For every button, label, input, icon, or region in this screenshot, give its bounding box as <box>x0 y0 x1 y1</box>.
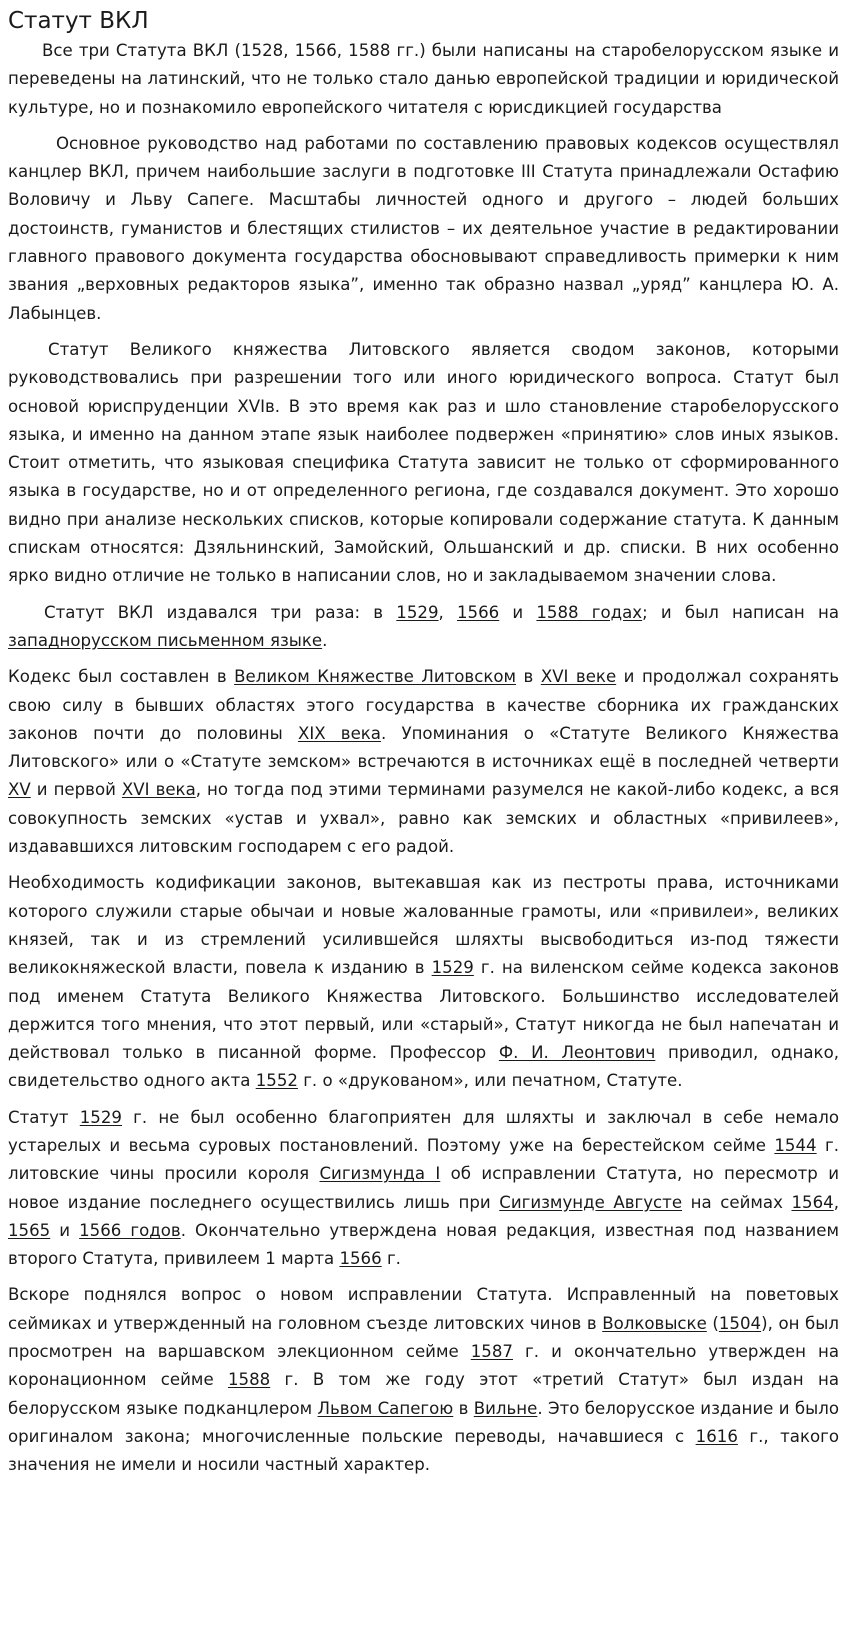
link-1564[interactable]: 1564 <box>791 1192 834 1212</box>
link-lev-sapega[interactable]: Львом Сапегою <box>317 1398 454 1418</box>
text-span: Статут ВКЛ издавался три раза: в <box>44 602 397 622</box>
text-span: г. о «друкованом», или печатном, Статуте. <box>297 1071 683 1091</box>
text-span: на сеймах <box>682 1192 792 1212</box>
link-16th-century-2[interactable]: XVI века <box>121 780 196 800</box>
text-span: в <box>516 667 541 687</box>
text-span: Статут <box>8 1107 80 1127</box>
paragraph-editions <box>8 599 839 656</box>
link-1566[interactable]: 1566 <box>456 602 500 622</box>
link-leontovich[interactable]: Ф. И. Леонтович <box>498 1043 656 1063</box>
paragraph-codex <box>8 663 839 861</box>
link-1552[interactable]: 1552 <box>255 1071 298 1091</box>
text-span: г., такого значения не имели и носили частный характер. <box>8 1426 839 1475</box>
paragraph-third-statute <box>8 1281 839 1479</box>
text-span: г. В том же году этот «третий Статут» был издан на белорусском языке подканцлером <box>8 1370 840 1418</box>
link-1587[interactable]: 1587 <box>470 1342 513 1362</box>
link-1588-years[interactable]: 1588 годах <box>536 602 643 622</box>
text-span: . Это белорусское издание и было оригиналом закона; многочисленные польские переводы, начавшиеся с <box>8 1398 839 1446</box>
link-1588[interactable]: 1588 <box>227 1370 271 1390</box>
link-1529[interactable]: 1529 <box>431 958 474 978</box>
link-1566[interactable]: 1566 <box>339 1249 382 1269</box>
link-1544[interactable]: 1544 <box>774 1135 817 1155</box>
text-span: ; и был написан на <box>642 602 839 622</box>
text-span: приводил, однако, свидетельство одного акта <box>8 1043 839 1091</box>
text-span: , <box>833 1192 839 1212</box>
paragraph-editors: Основное руководство над работами по составлению правовых кодексов осуществлял канцлер ВКЛ, причем наибольшие заслуги в подготовке III Статута принадлежали Остафию Воловичу и Льву Сапеге. Масштабы личностей одного и другого – людей больших достоинств, гуманистов и блестящих стилистов – их деятельное участие в редактировании главного правового документа государства обосновывают справедливость примерки к ним звания „верховных редакторов языка”, именно так образно назвал „уряд” канцлера Ю. А. Лабынцев. <box>8 133 839 323</box>
link-1529[interactable]: 1529 <box>79 1107 122 1127</box>
text-span: и <box>50 1220 80 1240</box>
text-span: г. литовские чины просили короля <box>8 1135 839 1184</box>
text-span: и <box>499 602 537 622</box>
text-span: об исправлении Статута, но пересмотр и новое издание последнего осуществились лишь при <box>8 1164 839 1212</box>
text-span: Необходимость кодификации законов, вытекавшая как из пестроты права, источниками которого служили старые обычаи и новые жалованные грамоты, или «привилеи», великих князей, так и из стремлений усилившейся шляхты высвободиться из-под тяжести великокняжеской власти, повела к изданию в <box>8 873 839 978</box>
paragraph-codification <box>8 869 839 1095</box>
text-span: , но тогда под этими терминами разумелся не какой-либо кодекс, а вся совокупность земских «устав и ухвал», равно как земских и областных «привилеев», издававшихся литовским господарем с его радой. <box>8 780 839 857</box>
link-15th[interactable]: XV <box>8 780 31 800</box>
text-span: г. и окончательно утвержден на коронационном сейме <box>8 1342 839 1390</box>
text-span: г. не был особенно благоприятен для шляхты и заключал в себе немало устарелых и весьма суровых постановлений. Поэтому уже на берестейском сейме <box>8 1107 839 1155</box>
link-vilna[interactable]: Вильне <box>473 1398 538 1418</box>
link-volkovysk[interactable]: Волковыске <box>602 1313 707 1333</box>
link-1504[interactable]: 1504 <box>718 1313 762 1333</box>
paragraph-statute-description: Статут Великого княжества Литовского является сводом законов, которыми руководствовались при разрешении того или иного юридического вопроса. Статут был основой юриспруденции XVIв. В это время как раз и шло становление старобелорусского языка, и именно на данном этапе язык наиболее подвержен «принятию» слов иных языков. Стоит отметить, что языковая специфика Статута зависит не только от сформированного языка в государстве, но и от определенного региона, где создавался документ. Это хорошо видно при анализе нескольких списков, которые копировали содержание статута. К данным спискам относятся: Дзяльнинский, Замойский, Ольшанский и др. списки. В них особенно ярко видно отличие не только в написании слов, но и закладываемом значении слова. <box>8 339 839 586</box>
link-19th-century[interactable]: XIX века <box>297 723 381 743</box>
link-1616[interactable]: 1616 <box>695 1426 738 1446</box>
text-span: , <box>438 602 457 622</box>
text-span: и первой <box>30 780 122 800</box>
paragraph-second-statute <box>8 1104 839 1274</box>
text-span: ), он был просмотрен на варшавском элекционном сейме <box>8 1313 839 1362</box>
link-1565[interactable]: 1565 <box>8 1220 51 1240</box>
text-span: . Упоминания о «Статуте Великого Княжества Литовского» или о «Статуте земском» встречаются в источниках ещё в последней четверти <box>8 723 839 772</box>
text-span: Вскоре поднялся вопрос о новом исправлении Статута. Исправленный на поветовых сеймиках и утвержденный на головном съезде литовских чинов в <box>8 1285 839 1333</box>
text-span: г. на виленском сейме кодекса законов под именем Статута Великого Княжества Литовского. Большинство исследователей держится того мнения, что этот первый, или «старый», Статут никогда не был напечатан и действовал только в писанной форме. Профессор <box>8 958 839 1063</box>
link-1566-years[interactable]: 1566 годов <box>79 1220 181 1240</box>
link-sigismund-i[interactable]: Сигизмунда I <box>319 1164 441 1184</box>
text-span: и продолжал сохранять свою силу в бывших областях этого государства в качестве сборника их гражданских законов почти до половины <box>8 667 840 743</box>
link-16th-century[interactable]: XVI веке <box>540 667 617 687</box>
text-span: . Окончательно утверждена новая редакция, известная под названием второго Статута, привилеем 1 марта <box>8 1220 839 1269</box>
link-1529[interactable]: 1529 <box>396 602 439 622</box>
link-sigismund-augustus[interactable]: Сигизмунде Августе <box>499 1192 683 1212</box>
text-span: ( <box>706 1313 719 1333</box>
text-span: . <box>322 630 328 650</box>
paragraph-intro: Все три Статута ВКЛ (1528, 1566, 1588 гг.) были написаны на старобелорусском языке и переведены на латинский, что не только стало данью европейской традиции и юридической культуре, но и познакомило европейского читателя с юрисдикцией государства <box>8 41 839 117</box>
link-west-russian-language[interactable]: западнорусском письменном языке <box>8 630 323 650</box>
text-span: г. <box>381 1249 401 1269</box>
text-span: в <box>453 1398 474 1418</box>
link-grand-duchy[interactable]: Великом Княжестве Литовском <box>234 667 517 687</box>
page-title: Статут ВКЛ <box>8 8 149 34</box>
text-span: Кодекс был составлен в <box>8 667 235 687</box>
